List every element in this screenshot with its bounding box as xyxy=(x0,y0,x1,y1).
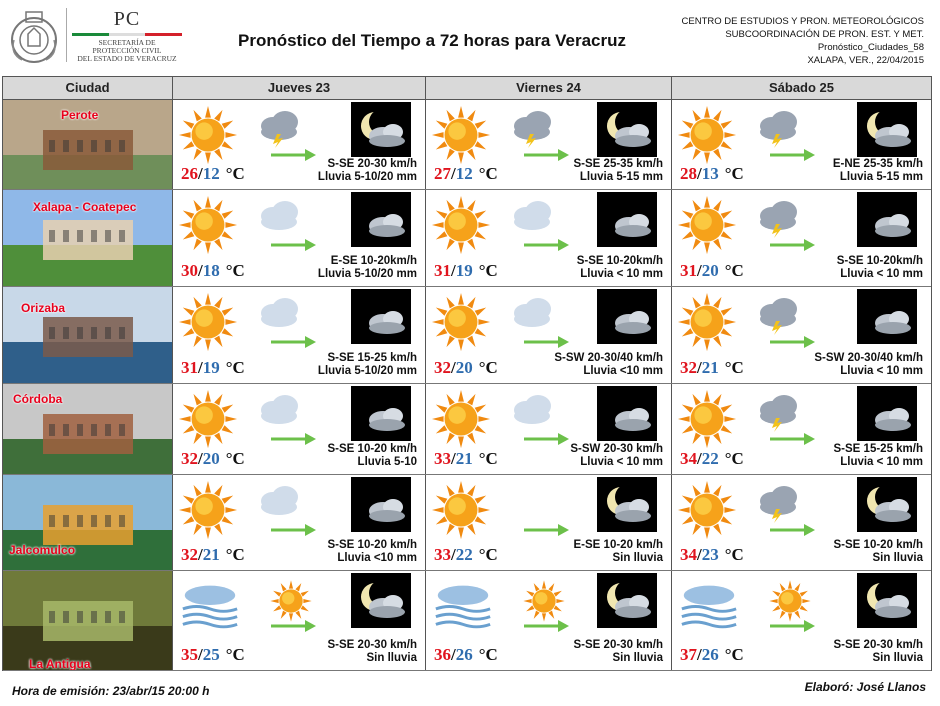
sun-icon xyxy=(676,388,738,450)
wind-speed: S-SE 15-25 km/h xyxy=(833,443,923,455)
temperature-unit: °C xyxy=(225,358,245,377)
sun-icon xyxy=(676,291,738,353)
day-forecast-cell xyxy=(173,190,426,286)
wind-direction-arrow-icon xyxy=(269,148,317,162)
temperature-min: 25 xyxy=(202,645,220,664)
wind-speed: E-NE 25-35 km/h xyxy=(832,158,923,170)
city-photo xyxy=(3,287,173,383)
day-forecast-cell xyxy=(426,287,672,383)
day-forecast-cell xyxy=(672,287,931,383)
city-name: Perote xyxy=(61,108,99,122)
temperature-min: 21 xyxy=(701,358,719,377)
temperature-separator: / xyxy=(451,645,456,664)
day-forecast-cell xyxy=(173,475,426,570)
wind-direction-arrow-icon xyxy=(269,523,317,537)
temperature-range xyxy=(680,164,744,184)
wind-direction-arrow-icon xyxy=(522,619,570,633)
temperature-range xyxy=(181,164,245,184)
temperature-unit: °C xyxy=(478,645,498,664)
forecast-row xyxy=(3,100,931,190)
wind-speed: S-SE 20-30 km/h xyxy=(327,158,417,170)
temperature-max: 34 xyxy=(680,545,697,564)
night-cloud-icon xyxy=(597,386,657,441)
cloud-icon xyxy=(255,291,305,335)
report-header xyxy=(0,0,940,76)
temperature-separator: / xyxy=(198,545,203,564)
temperature-min: 22 xyxy=(701,449,719,468)
temperature-range xyxy=(434,645,498,665)
wind-rain-info xyxy=(577,255,663,281)
wind-rain-info xyxy=(574,539,663,565)
temperature-separator: / xyxy=(697,358,702,377)
temperature-unit: °C xyxy=(478,358,498,377)
storm-cloud-icon xyxy=(754,104,804,148)
temperature-max: 33 xyxy=(434,449,451,468)
wind-direction-arrow-icon xyxy=(269,335,317,349)
temperature-unit: °C xyxy=(225,261,245,280)
wind-rain-info xyxy=(318,255,417,281)
sun-icon xyxy=(430,291,492,353)
forecast-table xyxy=(2,76,932,671)
rain-amount: Lluvia 5-15 mm xyxy=(839,171,923,183)
temperature-separator: / xyxy=(697,545,702,564)
wind-speed: S-SE 15-25 km/h xyxy=(327,352,417,364)
rain-amount: Sin lluvia xyxy=(366,652,417,664)
night-moon-cloud-icon xyxy=(857,477,917,532)
column-header-day-1: Jueves 23 xyxy=(173,77,426,99)
temperature-max: 32 xyxy=(680,358,697,377)
rain-amount: Lluvia 5-10/20 mm xyxy=(317,365,417,377)
wind-rain-info xyxy=(328,443,417,469)
temperature-separator: / xyxy=(451,358,456,377)
temperature-unit: °C xyxy=(225,449,245,468)
night-cloud-icon xyxy=(857,192,917,247)
city-name: Orizaba xyxy=(21,301,66,315)
sun-icon xyxy=(177,291,239,353)
temperature-min: 22 xyxy=(455,545,473,564)
sun-icon xyxy=(430,194,492,256)
temperature-min: 23 xyxy=(701,545,719,564)
rain-amount: Sin lluvia xyxy=(612,652,663,664)
city-name: Jalcomulco xyxy=(9,543,76,557)
wind-rain-info xyxy=(328,539,417,565)
sun-icon xyxy=(177,104,239,166)
day-forecast-cell xyxy=(672,190,931,286)
day-forecast-cell xyxy=(173,384,426,474)
temperature-range xyxy=(680,358,744,378)
temperature-min: 26 xyxy=(701,645,719,664)
night-moon-cloud-icon xyxy=(597,477,657,532)
temperature-min: 13 xyxy=(701,164,719,183)
night-moon-cloud-icon xyxy=(351,573,411,628)
temperature-range xyxy=(680,261,744,281)
day-forecast-cell xyxy=(173,100,426,189)
wind-speed: S-SE 10-20 km/h xyxy=(327,443,417,455)
rain-amount: Lluvia 5-10 xyxy=(357,456,417,468)
column-header-city: Ciudad xyxy=(3,77,173,99)
temperature-max: 37 xyxy=(680,645,697,664)
wind-rain-info xyxy=(574,158,663,184)
sun-icon xyxy=(177,388,239,450)
night-cloud-icon xyxy=(351,289,411,344)
temperature-unit: °C xyxy=(724,449,744,468)
sun-icon xyxy=(676,194,738,256)
wind-rain-info xyxy=(837,255,923,281)
institution-line-2: SUBCOORDINACIÓN DE PRON. EST. Y MET. xyxy=(725,29,924,40)
sun-icon xyxy=(430,388,492,450)
night-cloud-icon xyxy=(597,289,657,344)
column-header-day-3: Sábado 25 xyxy=(768,80,835,95)
temperature-unit: °C xyxy=(225,545,245,564)
wind-direction-arrow-icon xyxy=(768,148,816,162)
temperature-separator: / xyxy=(451,164,456,183)
wind-speed: S-SE 20-30 km/h xyxy=(573,639,663,651)
rain-amount: Lluvia < 10 mm xyxy=(840,456,923,468)
day-forecast-cell xyxy=(426,190,672,286)
forecast-row xyxy=(3,475,931,571)
temperature-max: 27 xyxy=(434,164,451,183)
sun-icon xyxy=(177,479,239,541)
agency-line-2: PROTECCIÓN CIVIL xyxy=(92,46,162,55)
agency-line-3: DEL ESTADO DE VERACRUZ xyxy=(77,54,177,63)
wind-rain-info xyxy=(814,352,923,378)
temperature-unit: °C xyxy=(724,645,744,664)
wind-rain-info xyxy=(834,443,923,469)
forecast-row xyxy=(3,571,931,671)
veracruz-seal-logo xyxy=(8,10,60,66)
temperature-unit: °C xyxy=(724,164,744,183)
temperature-min: 20 xyxy=(455,358,473,377)
temperature-max: 32 xyxy=(181,545,198,564)
report-place-date: XALAPA, VER., 22/04/2015 xyxy=(807,55,924,66)
temperature-separator: / xyxy=(697,164,702,183)
rain-amount: Lluvia 5-15 mm xyxy=(579,171,663,183)
temperature-max: 34 xyxy=(680,449,697,468)
night-moon-cloud-icon xyxy=(351,102,411,157)
city-photo xyxy=(3,384,173,474)
sun-icon xyxy=(177,194,239,256)
wind-direction-arrow-icon xyxy=(768,523,816,537)
temperature-unit: °C xyxy=(724,261,744,280)
wind-speed: E-SE 10-20 km/h xyxy=(573,539,663,551)
day-forecast-cell xyxy=(426,571,672,670)
storm-cloud-icon xyxy=(754,479,804,523)
pc-logo-text: PC xyxy=(113,8,141,30)
temperature-range xyxy=(434,545,498,565)
issue-time: Hora de emisión: 23/abr/15 20:00 h xyxy=(12,684,210,698)
temperature-max: 30 xyxy=(181,261,198,280)
sun-icon xyxy=(676,479,738,541)
institution-line-1: CENTRO DE ESTUDIOS Y PRON. METEOROLÓGICOS xyxy=(681,16,924,27)
rain-amount: Sin lluvia xyxy=(872,552,923,564)
night-moon-cloud-icon xyxy=(597,102,657,157)
temperature-unit: °C xyxy=(478,261,498,280)
storm-cloud-icon xyxy=(754,194,804,238)
fog-icon xyxy=(678,581,728,625)
temperature-min: 12 xyxy=(455,164,473,183)
temperature-min: 21 xyxy=(202,545,220,564)
wind-direction-arrow-icon xyxy=(522,523,570,537)
city-name: Xalapa - Coatepec xyxy=(33,200,137,214)
temperature-range xyxy=(680,645,744,665)
wind-speed: S-SE 20-30 km/h xyxy=(327,639,417,651)
wind-direction-arrow-icon xyxy=(522,238,570,252)
fog-icon xyxy=(179,581,229,625)
page-title: Pronóstico del Tiempo a 72 horas para Veracruz xyxy=(238,31,626,50)
rain-amount: Sin lluvia xyxy=(872,652,923,664)
wind-direction-arrow-icon xyxy=(768,238,816,252)
cloud-icon xyxy=(255,388,305,432)
city-name: Córdoba xyxy=(13,392,63,406)
temperature-max: 33 xyxy=(434,545,451,564)
wind-speed: S-SE 10-20km/h xyxy=(836,255,923,267)
temperature-range xyxy=(680,545,744,565)
sun-icon xyxy=(676,104,738,166)
wind-rain-info xyxy=(318,158,417,184)
temperature-range xyxy=(434,164,498,184)
storm-cloud-icon xyxy=(754,388,804,432)
temperature-max: 31 xyxy=(434,261,451,280)
storm-cloud-icon xyxy=(754,291,804,335)
sun-icon xyxy=(430,479,492,541)
wind-rain-info xyxy=(574,639,663,665)
temperature-max: 32 xyxy=(181,449,198,468)
night-moon-cloud-icon xyxy=(857,102,917,157)
wind-speed: S-SE 10-20 km/h xyxy=(833,539,923,551)
city-photo xyxy=(3,475,173,570)
wind-rain-info xyxy=(318,352,417,378)
rain-amount: Sin lluvia xyxy=(612,552,663,564)
temperature-separator: / xyxy=(198,449,203,468)
report-id: Pronóstico_Ciudades_58 xyxy=(817,42,924,53)
temperature-min: 20 xyxy=(202,449,220,468)
temperature-range xyxy=(434,261,498,281)
cloud-icon xyxy=(255,479,305,523)
temperature-min: 26 xyxy=(455,645,473,664)
wind-speed: S-SE 10-20km/h xyxy=(576,255,663,267)
temperature-separator: / xyxy=(697,261,702,280)
temperature-separator: / xyxy=(198,164,203,183)
wind-speed: S-SE 25-35 km/h xyxy=(573,158,663,170)
temperature-separator: / xyxy=(697,449,702,468)
storm-cloud-icon xyxy=(508,104,558,148)
wind-direction-arrow-icon xyxy=(768,619,816,633)
wind-rain-info xyxy=(328,639,417,665)
temperature-max: 35 xyxy=(181,645,198,664)
wind-speed: S-SW 20-30 km/h xyxy=(570,443,663,455)
table-header-row xyxy=(3,77,931,100)
column-header-day-2: Viernes 24 xyxy=(426,77,672,99)
temperature-min: 19 xyxy=(455,261,473,280)
temperature-max: 32 xyxy=(434,358,451,377)
fog-icon xyxy=(432,581,482,625)
temperature-min: 12 xyxy=(202,164,220,183)
temperature-min: 19 xyxy=(202,358,220,377)
institution-block xyxy=(682,15,924,67)
night-moon-cloud-icon xyxy=(597,573,657,628)
temperature-range xyxy=(181,358,245,378)
wind-rain-info xyxy=(570,443,663,469)
wind-rain-info xyxy=(834,539,923,565)
temperature-separator: / xyxy=(451,545,456,564)
wind-speed: E-SE 10-20km/h xyxy=(330,255,417,267)
cloud-icon xyxy=(508,194,558,238)
temperature-min: 20 xyxy=(701,261,719,280)
forecast-row xyxy=(3,384,931,475)
temperature-separator: / xyxy=(198,261,203,280)
temperature-max: 31 xyxy=(181,358,198,377)
forecast-row xyxy=(3,190,931,287)
night-moon-cloud-icon xyxy=(857,573,917,628)
wind-direction-arrow-icon xyxy=(269,238,317,252)
wind-rain-info xyxy=(554,352,663,378)
day-forecast-cell xyxy=(426,475,672,570)
cloud-icon xyxy=(255,194,305,238)
rain-amount: Lluvia <10 mm xyxy=(337,552,417,564)
rain-amount: Lluvia < 10 mm xyxy=(840,365,923,377)
temperature-separator: / xyxy=(697,645,702,664)
day-forecast-cell xyxy=(672,475,931,570)
day-forecast-cell xyxy=(672,384,931,474)
temperature-separator: / xyxy=(451,261,456,280)
rain-amount: Lluvia < 10 mm xyxy=(580,268,663,280)
temperature-unit: °C xyxy=(478,545,498,564)
temperature-range xyxy=(181,645,245,665)
day-forecast-cell xyxy=(426,384,672,474)
rain-amount: Lluvia < 10 mm xyxy=(840,268,923,280)
rain-amount: Lluvia <10 mm xyxy=(583,365,663,377)
wind-direction-arrow-icon xyxy=(768,335,816,349)
city-scene-image xyxy=(3,571,173,670)
wind-direction-arrow-icon xyxy=(522,148,570,162)
author-credit: Elaboró: José Llanos xyxy=(804,680,926,694)
day-forecast-cell xyxy=(173,287,426,383)
wind-direction-arrow-icon xyxy=(522,335,570,349)
forecast-row xyxy=(3,287,931,384)
night-cloud-icon xyxy=(351,477,411,532)
city-photo xyxy=(3,190,173,286)
night-cloud-icon xyxy=(597,192,657,247)
wind-direction-arrow-icon xyxy=(269,619,317,633)
city-photo xyxy=(3,100,173,189)
temperature-max: 28 xyxy=(680,164,697,183)
temperature-max: 26 xyxy=(181,164,198,183)
temperature-unit: °C xyxy=(724,545,744,564)
storm-cloud-icon xyxy=(255,104,305,148)
temperature-min: 18 xyxy=(202,261,220,280)
temperature-separator: / xyxy=(198,645,203,664)
temperature-unit: °C xyxy=(225,645,245,664)
flag-bar xyxy=(72,33,182,36)
temperature-unit: °C xyxy=(478,164,498,183)
temperature-max: 36 xyxy=(434,645,451,664)
sun-icon xyxy=(430,104,492,166)
night-cloud-icon xyxy=(857,289,917,344)
temperature-range xyxy=(181,545,245,565)
wind-direction-arrow-icon xyxy=(522,432,570,446)
wind-speed: S-SW 20-30/40 km/h xyxy=(814,352,923,364)
temperature-unit: °C xyxy=(225,164,245,183)
temperature-max: 31 xyxy=(680,261,697,280)
night-cloud-icon xyxy=(351,192,411,247)
wind-direction-arrow-icon xyxy=(269,432,317,446)
temperature-separator: / xyxy=(451,449,456,468)
wind-speed: S-SE 10-20 km/h xyxy=(327,539,417,551)
temperature-range xyxy=(181,449,245,469)
temperature-range xyxy=(434,449,498,469)
temperature-separator: / xyxy=(198,358,203,377)
agency-line-1: SECRETARÍA DE xyxy=(98,38,156,47)
night-cloud-icon xyxy=(857,386,917,441)
day-forecast-cell xyxy=(173,571,426,670)
rain-amount: Lluvia 5-10/20 mm xyxy=(317,171,417,183)
wind-direction-arrow-icon xyxy=(768,432,816,446)
temperature-range xyxy=(680,449,744,469)
night-cloud-icon xyxy=(351,386,411,441)
temperature-min: 21 xyxy=(455,449,473,468)
temperature-unit: °C xyxy=(478,449,498,468)
wind-speed: S-SW 20-30/40 km/h xyxy=(554,352,663,364)
day-forecast-cell xyxy=(426,100,672,189)
wind-rain-info xyxy=(833,158,923,184)
header-divider xyxy=(66,8,67,62)
day-forecast-cell xyxy=(672,100,931,189)
cloud-icon xyxy=(508,388,558,432)
cloud-icon xyxy=(508,291,558,335)
rain-amount: Lluvia < 10 mm xyxy=(580,456,663,468)
temperature-range xyxy=(434,358,498,378)
temperature-range xyxy=(181,261,245,281)
wind-rain-info xyxy=(834,639,923,665)
city-name: La Antigua xyxy=(29,657,91,670)
wind-speed: S-SE 20-30 km/h xyxy=(833,639,923,651)
rain-amount: Lluvia 5-10/20 mm xyxy=(317,268,417,280)
temperature-unit: °C xyxy=(724,358,744,377)
day-forecast-cell xyxy=(672,571,931,670)
proteccion-civil-logo xyxy=(72,8,182,63)
city-photo xyxy=(3,571,173,670)
